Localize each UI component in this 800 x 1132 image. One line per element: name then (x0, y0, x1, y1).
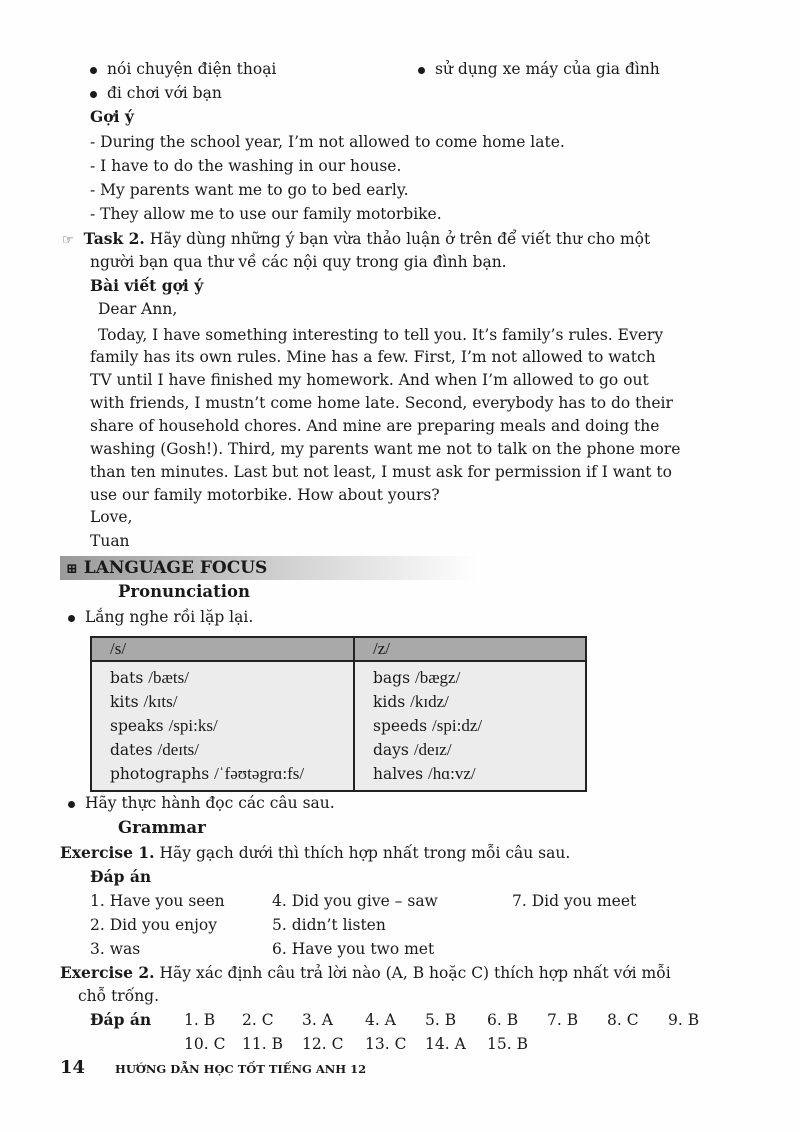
z-column (354, 661, 586, 791)
bullet-text: Lắng nghe rồi lặp lại. (85, 608, 254, 626)
pointing-hand-icon: ☞ (62, 233, 74, 248)
answer: 7. B (547, 1011, 579, 1029)
answer: 14. A (425, 1035, 466, 1053)
word: speaks (110, 717, 164, 735)
hint-line: - I have to do the washing in our house. (90, 157, 402, 175)
bullet-text: nói chuyện điện thoại (107, 60, 277, 78)
letter-line: use our family motorbike. How about yours? (90, 486, 440, 504)
word: kids (373, 693, 406, 711)
bullet-item (90, 82, 222, 104)
answer: 6. B (487, 1011, 519, 1029)
word-entry (373, 690, 567, 714)
answer-title: Đáp án (90, 1010, 152, 1029)
word-entry (110, 738, 335, 762)
ipa: /deɪz/ (413, 740, 452, 759)
language-focus-banner (60, 556, 480, 580)
answer: 2. Did you enjoy (90, 916, 217, 934)
bullet-item (68, 792, 335, 814)
word: dates (110, 741, 153, 759)
exercise-label: Exercise 1. (60, 843, 155, 862)
section-title: LANGUAGE FOCUS (83, 558, 268, 578)
column-header: /z/ (354, 637, 586, 661)
letter-line: Today, I have something interesting to tell you. It’s family’s rules. Every (98, 326, 664, 344)
letter-signature: Tuan (90, 532, 130, 550)
ipa: /ˈfəʊtəgrɑ:fs/ (214, 764, 305, 783)
grammar-heading: Grammar (118, 818, 206, 837)
hint-line: - They allow me to use our family motorbike. (90, 205, 442, 223)
bullet-item (90, 58, 276, 80)
answer: 11. B (242, 1035, 283, 1053)
answer: 3. A (302, 1011, 333, 1029)
ipa: /spi:ks/ (168, 716, 218, 735)
task2-label: Task 2. (83, 229, 145, 248)
answer: 12. C (302, 1035, 344, 1053)
hint-line: - During the school year, I’m not allowed to come home late. (90, 133, 565, 151)
answer: 1. Have you seen (90, 892, 225, 910)
word-entry (373, 738, 567, 762)
s-column (91, 661, 354, 791)
bullet-text: đi chơi với bạn (107, 84, 222, 102)
answer: 10. C (184, 1035, 226, 1053)
page-number: 14 (60, 1057, 86, 1078)
book-icon: ⊞ (66, 561, 78, 577)
word-entry (373, 714, 567, 738)
answer-title: Đáp án (90, 867, 152, 886)
word: halves (373, 765, 424, 783)
hint-title: Gợi ý (90, 107, 134, 126)
exercise-label: Exercise 2. (60, 963, 155, 982)
exercise1-line (60, 842, 570, 864)
word: bags (373, 669, 411, 687)
ipa: /bæts/ (148, 668, 189, 687)
ipa: /kɪdz/ (410, 692, 449, 711)
answer: 1. B (184, 1011, 216, 1029)
word-entry (110, 666, 335, 690)
exercise-text: Hãy xác định câu trả lời nào (A, B hoặc C) thích hợp nhất với mỗi (159, 964, 671, 982)
answer: 4. A (365, 1011, 396, 1029)
exercise-text: chỗ trống. (78, 987, 160, 1005)
word-entry (110, 762, 335, 786)
letter-line: share of household chores. And mine are preparing meals and doing the (90, 417, 660, 435)
word: photographs (110, 765, 210, 783)
answer: 9. B (668, 1011, 700, 1029)
book-title: HƯỚNG DẪN HỌC TỐT TIẾNG ANH 12 (115, 1062, 367, 1076)
pronunciation-heading: Pronunciation (118, 582, 250, 601)
word-entry (110, 690, 335, 714)
ipa: /kɪts/ (143, 692, 178, 711)
word: days (373, 741, 409, 759)
answer: 13. C (365, 1035, 407, 1053)
letter-line: than ten minutes. Last but not least, I must ask for permission if I want to (90, 463, 672, 481)
task2-text: Hãy dùng những ý bạn vừa thảo luận ở trên để viết thư cho một (149, 230, 651, 248)
word-entry (373, 762, 567, 786)
letter-line: with friends, I mustn’t come home late. Second, everybody has to do their (90, 394, 673, 412)
letter-line: TV until I have finished my homework. And when I’m allowed to go out (90, 371, 649, 389)
word: speeds (373, 717, 428, 735)
bullet-text: Hãy thực hành đọc các câu sau. (85, 794, 335, 812)
sample-title: Bài viết gợi ý (90, 276, 204, 295)
ipa: /hɑ:vz/ (428, 764, 476, 783)
word-entry (373, 666, 567, 690)
exercise-text: Hãy gạch dưới thì thích hợp nhất trong mỗi câu sau. (159, 844, 571, 862)
answer: 15. B (487, 1035, 528, 1053)
answer: 8. C (607, 1011, 639, 1029)
word: bats (110, 669, 144, 687)
answer: 3. was (90, 940, 141, 958)
hint-line: - My parents want me to go to bed early. (90, 181, 409, 199)
column-header: /s/ (91, 637, 354, 661)
answer: 6. Have you two met (272, 940, 435, 958)
ipa: /deɪts/ (157, 740, 200, 759)
word: kits (110, 693, 139, 711)
answer: 4. Did you give – saw (272, 892, 438, 910)
task2-line (62, 228, 650, 252)
word-entry (110, 714, 335, 738)
bullet-item (68, 606, 253, 628)
bullet-text: sử dụng xe máy của gia đình (435, 60, 660, 78)
letter-closing: Love, (90, 508, 133, 526)
letter-greeting: Dear Ann, (98, 300, 178, 318)
exercise2-line (60, 962, 671, 984)
pronunciation-table (90, 636, 587, 792)
answer: 7. Did you meet (512, 892, 637, 910)
answer: 2. C (242, 1011, 274, 1029)
letter-line: family has its own rules. Mine has a few. First, I’m not allowed to watch (90, 348, 656, 366)
answer: 5. didn’t listen (272, 916, 386, 934)
task2-text: người bạn qua thư về các nội quy trong gia đình bạn. (90, 253, 507, 271)
letter-line: washing (Gosh!). Third, my parents want me not to talk on the phone more (90, 440, 681, 458)
ipa: /spi:dz/ (432, 716, 483, 735)
ipa: /bægz/ (414, 668, 461, 687)
answer: 5. B (425, 1011, 457, 1029)
bullet-item (418, 58, 660, 80)
